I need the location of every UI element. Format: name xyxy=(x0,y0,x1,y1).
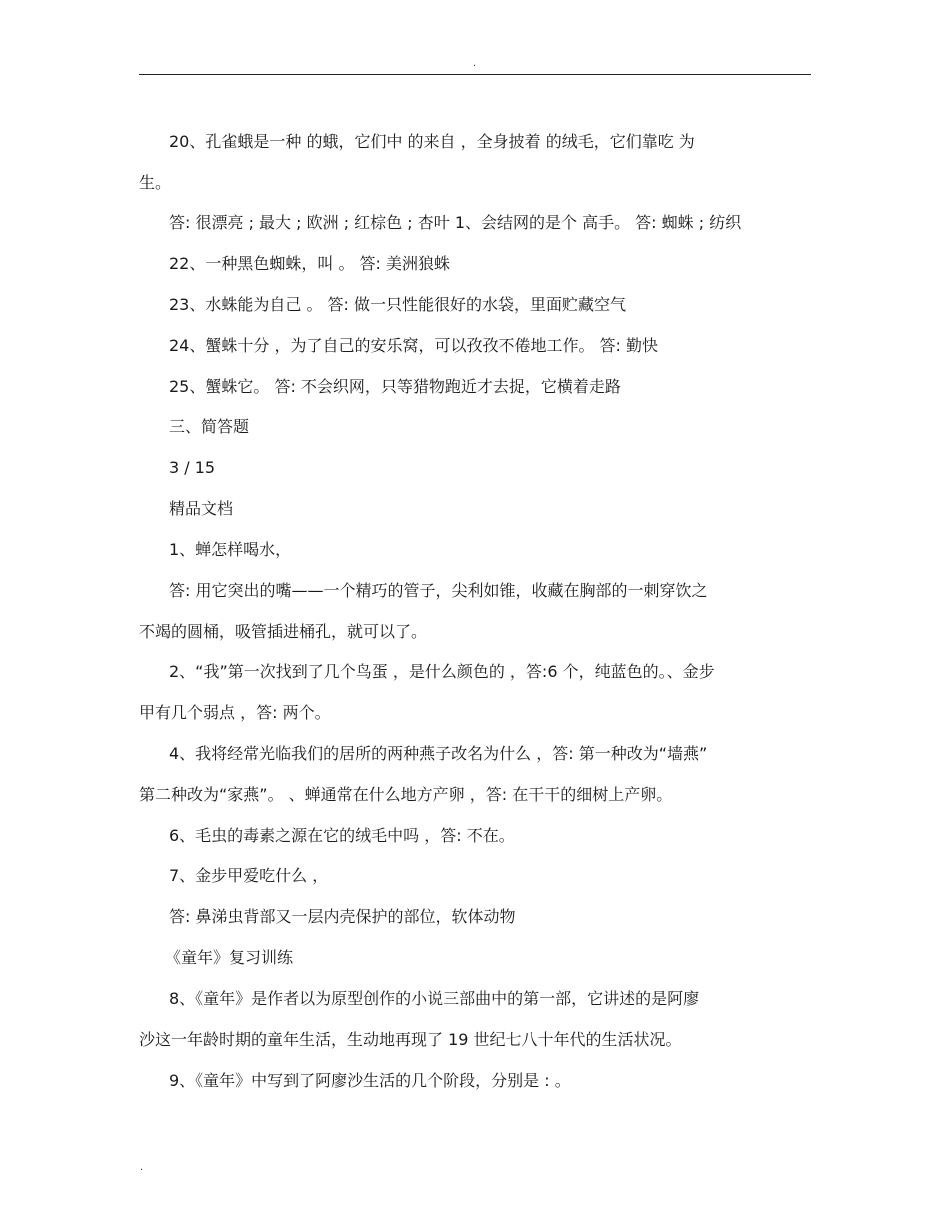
text-line: 25、蟹蛛它。 答: 不会织网，只等猎物跑近才去捉，它横着走路 xyxy=(169,377,621,396)
text-line: 沙这一年龄时期的童年生活，生动地再现了 19 世纪七八十年代的生活状况。 xyxy=(139,1030,682,1049)
text-line: 第二种改为“家燕”。 、蝉通常在什么地方产卵 ，答: 在干干的细树上产卵。 xyxy=(139,785,673,804)
section-heading: 《童年》复习训练 xyxy=(165,948,294,967)
text-line: 23、水蛛能为自己 。 答: 做一只性能很好的水袋，里面贮藏空气 xyxy=(169,295,627,314)
section-heading: 三、简答题 xyxy=(169,417,250,436)
text-line: 答: 很漂亮 ; 最大 ; 欧洲 ; 红棕色 ; 杏叶 1、会结网的是个 高手。 答: 蜘蛛 ; 纺织 xyxy=(169,213,742,232)
header-mark: . xyxy=(473,58,477,69)
text-line: 1、蝉怎样喝水， xyxy=(169,540,292,559)
text-line: 答: 用它突出的嘴——一个精巧的管子，尖利如锥，收藏在胸部的一刺穿饮之 xyxy=(169,581,708,600)
text-line: 8、《童年》是作者以为原型创作的小说三部曲中的第一部，它讲述的是阿廖 xyxy=(169,989,700,1008)
text-line: 9、《童年》中写到了阿廖沙生活的几个阶段，分别是 : 。 xyxy=(169,1071,571,1090)
text-line: 甲有几个弱点 ，答: 两个。 xyxy=(139,703,331,722)
page-number: 3 / 15 xyxy=(169,458,216,477)
text-line: 20、孔雀蛾是一种 的蛾，它们中 的来自 ，全身披着 的绒毛，它们靠吃 为 xyxy=(169,132,695,151)
text-line: 不竭的圆桶，吸管插进桶孔，就可以了。 xyxy=(139,622,428,641)
text-line: 7、金步甲爱吃什么 ， xyxy=(169,866,329,885)
text-line: 4、我将经常光临我们的居所的两种燕子改名为什么 ，答: 第一种改为“墙燕” xyxy=(169,744,708,763)
text-line: 答: 鼻涕虫背部又一层内壳保护的部位，软体动物 xyxy=(169,907,516,926)
text-line: 生。 xyxy=(139,173,172,192)
text-line: 2、“我”第一次找到了几个鸟蛋 ，是什么颜色的 ，答:6 个，纯蓝色的。、金步 xyxy=(169,662,715,681)
header-rule xyxy=(139,74,811,75)
text-line: 6、毛虫的毒素之源在它的绒毛中吗 ，答: 不在。 xyxy=(169,826,515,845)
footer-mark: . xyxy=(140,1162,144,1173)
text-line: 22、一种黑色蜘蛛，叫 。 答: 美洲狼蛛 xyxy=(169,254,451,273)
watermark-text: 精品文档 xyxy=(169,499,234,518)
text-line: 24、蟹蛛十分 ，为了自己的安乐窝，可以孜孜不倦地工作。 答: 勤快 xyxy=(169,336,659,355)
